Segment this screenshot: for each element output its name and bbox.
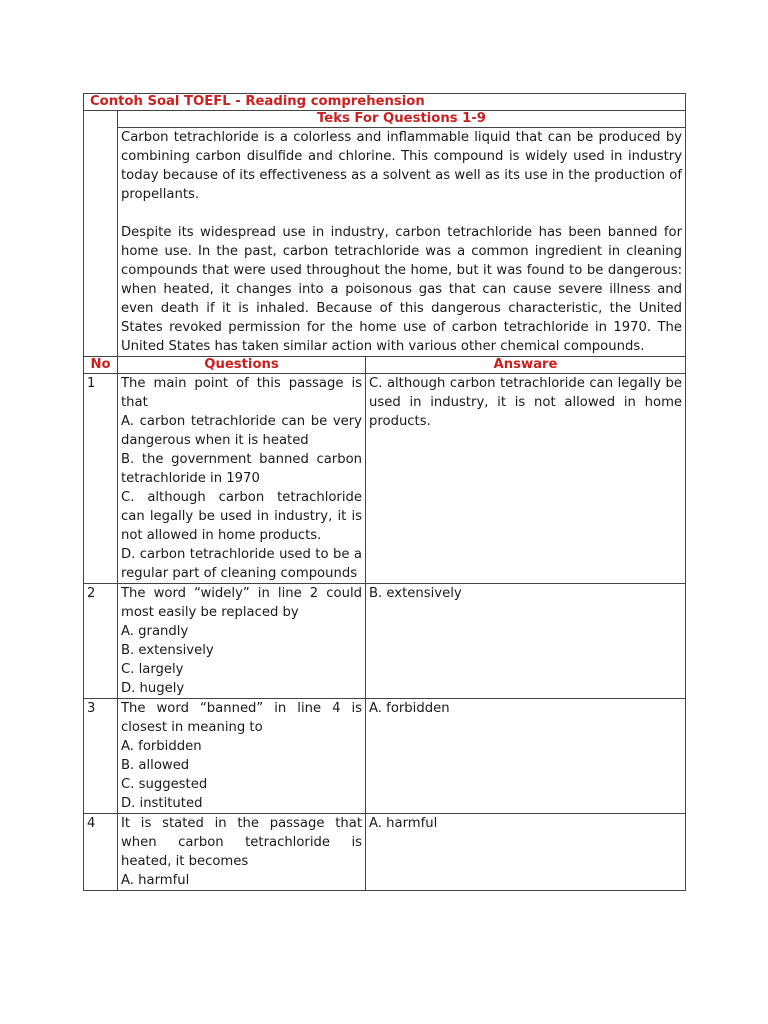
option-d: D. hugely [121, 681, 185, 696]
question-text: It is stated in the passage that when carbon tetrachloride is heated, it becomes [121, 816, 362, 869]
passage-heading: Teks For Questions 1-9 [118, 111, 686, 128]
header-answer: Answare [366, 357, 686, 374]
option-a: A. harmful [121, 873, 190, 888]
table-header-row [84, 357, 686, 374]
option-c: C. largely [121, 662, 184, 677]
question-cell [118, 584, 366, 699]
header-questions: Questions [118, 357, 366, 374]
spacer-cell [84, 111, 118, 357]
table-row [84, 699, 686, 814]
passage-text [118, 128, 686, 357]
reading-table [83, 93, 686, 891]
question-text: The main point of this passage is that [121, 376, 362, 410]
document-title: Contoh Soal TOEFL - Reading comprehension [84, 94, 686, 111]
passage-paragraph: Carbon tetrachloride is a colorless and inflammable liquid that can be produced by combining carbon disulfide and chlorine. This compound is widely used in industry today because of its effectiveness as a solvent as well as its use in the production of propellants. [121, 130, 683, 202]
option-a: A. carbon tetrachloride can be very dangerous when it is heated [121, 414, 362, 448]
option-a: A. grandly [121, 624, 189, 639]
option-b: B. allowed [121, 758, 190, 773]
question-cell [118, 699, 366, 814]
question-number: 2 [84, 584, 118, 699]
question-number: 4 [84, 814, 118, 891]
answer-cell: B. extensively [366, 584, 686, 699]
answer-cell: A. forbidden [366, 699, 686, 814]
option-d: D. carbon tetrachloride used to be a regular part of cleaning compounds [121, 547, 362, 581]
passage-paragraph: Despite its widespread use in industry, carbon tetrachloride has been banned for home use. In the past, carbon tetrachloride was a common ingredient in cleaning compounds that were used throughout the home, but it was found to be dangerous: when heated, it changes into a poisonous gas that can cause severe illness and even death if it is inhaled. Because of this dangerous characteristic, the United States revoked permission for the home use of carbon tetrachloride in 1970. The United States has taken similar action with various other chemical compounds. [121, 225, 683, 354]
question-number: 1 [84, 374, 118, 584]
question-text: The word “widely” in line 2 could most easily be replaced by [121, 586, 362, 620]
option-b: B. the government banned carbon tetrachloride in 1970 [121, 452, 362, 486]
question-cell [118, 814, 366, 891]
option-c: C. suggested [121, 777, 208, 792]
table-row [84, 814, 686, 891]
question-cell [118, 374, 366, 584]
option-b: B. extensively [121, 643, 214, 658]
table-row [84, 374, 686, 584]
question-text: The word “banned” in line 4 is closest in meaning to [121, 701, 362, 735]
question-number: 3 [84, 699, 118, 814]
header-no: No [84, 357, 118, 374]
answer-cell: A. harmful [366, 814, 686, 891]
passage-row [84, 128, 686, 357]
answer-cell: C. although carbon tetrachloride can legally be used in industry, it is not allowed in home products. [366, 374, 686, 584]
option-a: A. forbidden [121, 739, 202, 754]
subtitle-row [84, 111, 686, 128]
option-d: D. instituted [121, 796, 203, 811]
option-c: C. although carbon tetrachloride can legally be used in industry, it is not allowed in home products. [121, 490, 362, 543]
title-row [84, 94, 686, 111]
table-row [84, 584, 686, 699]
